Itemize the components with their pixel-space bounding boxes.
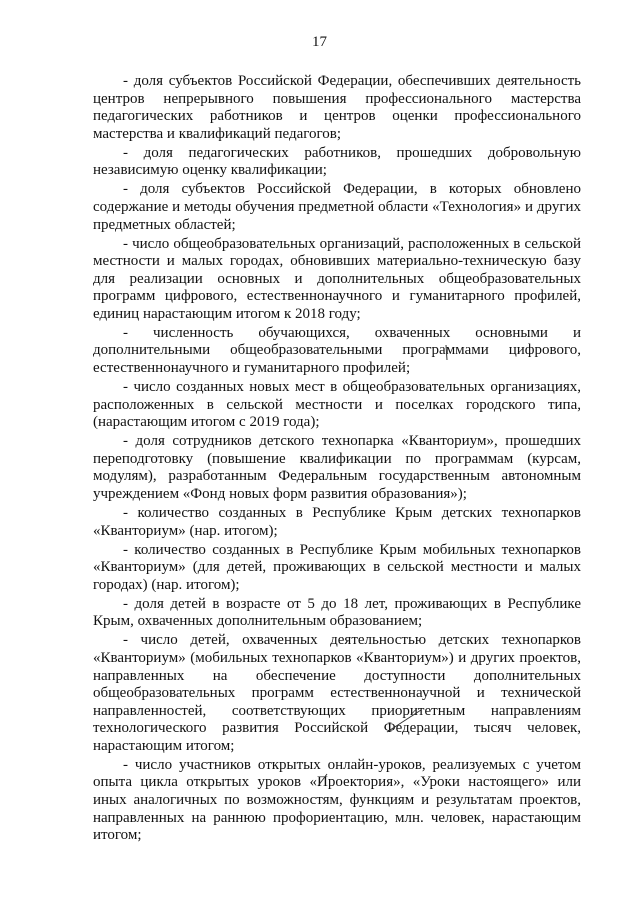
paragraph: - число детей, охваченных деятельностью детских технопарков «Кванториум» (мобильных технопарков «Кванториум») и других проектов, направленных на обеспечение доступности дополнительных общеобразовательных программ естественнонаучной и технической направленностей, соответствующих приоритетным направлениям технологического развития Российской Федерации, тысяч человек, нарастающим итогом; [93, 632, 581, 754]
paragraph: - число общеобразовательных организаций, расположенных в сельской местности и малых городах, обновивших материально-техническую базу для реализации основных и дополнительных общеобразовательных программ цифрового, естественнонаучного и гуманитарного профилей, единиц нарастающим итогом к 2018 году; [93, 235, 581, 322]
paragraph: - число созданных новых мест в общеобразовательных организациях, расположенных в сельской местности и поселках городского типа, (нарастающим итогом с 2019 года); [93, 379, 581, 431]
paragraph: - доля педагогических работников, прошедших добровольную независимую оценку квалификации; [93, 144, 581, 179]
pen-mark-icon [385, 708, 425, 734]
document-body [93, 73, 581, 846]
paragraph: - количество созданных в Республике Крым детских технопарков «Кванториум» (нар. итогом); [93, 504, 581, 539]
paragraph: - доля субъектов Российской Федерации, в которых обновлено содержание и методы обучения предметной области «Технология» и других предметных областей; [93, 181, 581, 233]
pen-mark-icon [315, 772, 331, 788]
paragraph: - доля детей в возрасте от 5 до 18 лет, проживающих в Республике Крым, охваченных дополнительным образованием; [93, 595, 581, 630]
pen-mark-icon [440, 344, 452, 362]
paragraph: - численность обучающихся, охваченных основными и дополнительными общеобразовательными программами цифрового, естественнонаучного и гуманитарного профилей; [93, 324, 581, 377]
paragraph: - количество созданных в Республике Крым мобильных технопарков «Кванториум» (для детей, проживающих в сельской местности и малых городах) (нар. итогом); [93, 541, 581, 593]
paragraph: - доля сотрудников детского технопарка «Кванториум», прошедших переподготовку (повышение квалификации по программам (курсам, модулям), разработанным Федеральным государственным автономным учреждением «Фонд новых форм развития образования»); [93, 433, 581, 502]
paragraph: - число участников открытых онлайн-уроков, реализуемых с учетом опыта цикла открытых уроков «Проектория», «Уроки настоящего» или иных аналогичных по возможностям, функциям и результатам проектов, направленных на раннюю профориентацию, млн. человек, нарастающим итогом; [93, 756, 581, 844]
page-number: 17 [312, 34, 327, 50]
paragraph: - доля субъектов Российской Федерации, обеспечивших деятельность центров непрерывного повышения профессионального мастерства педагогических работников и центров оценки профессионального мастерства и квалификаций педагогов; [93, 73, 581, 142]
